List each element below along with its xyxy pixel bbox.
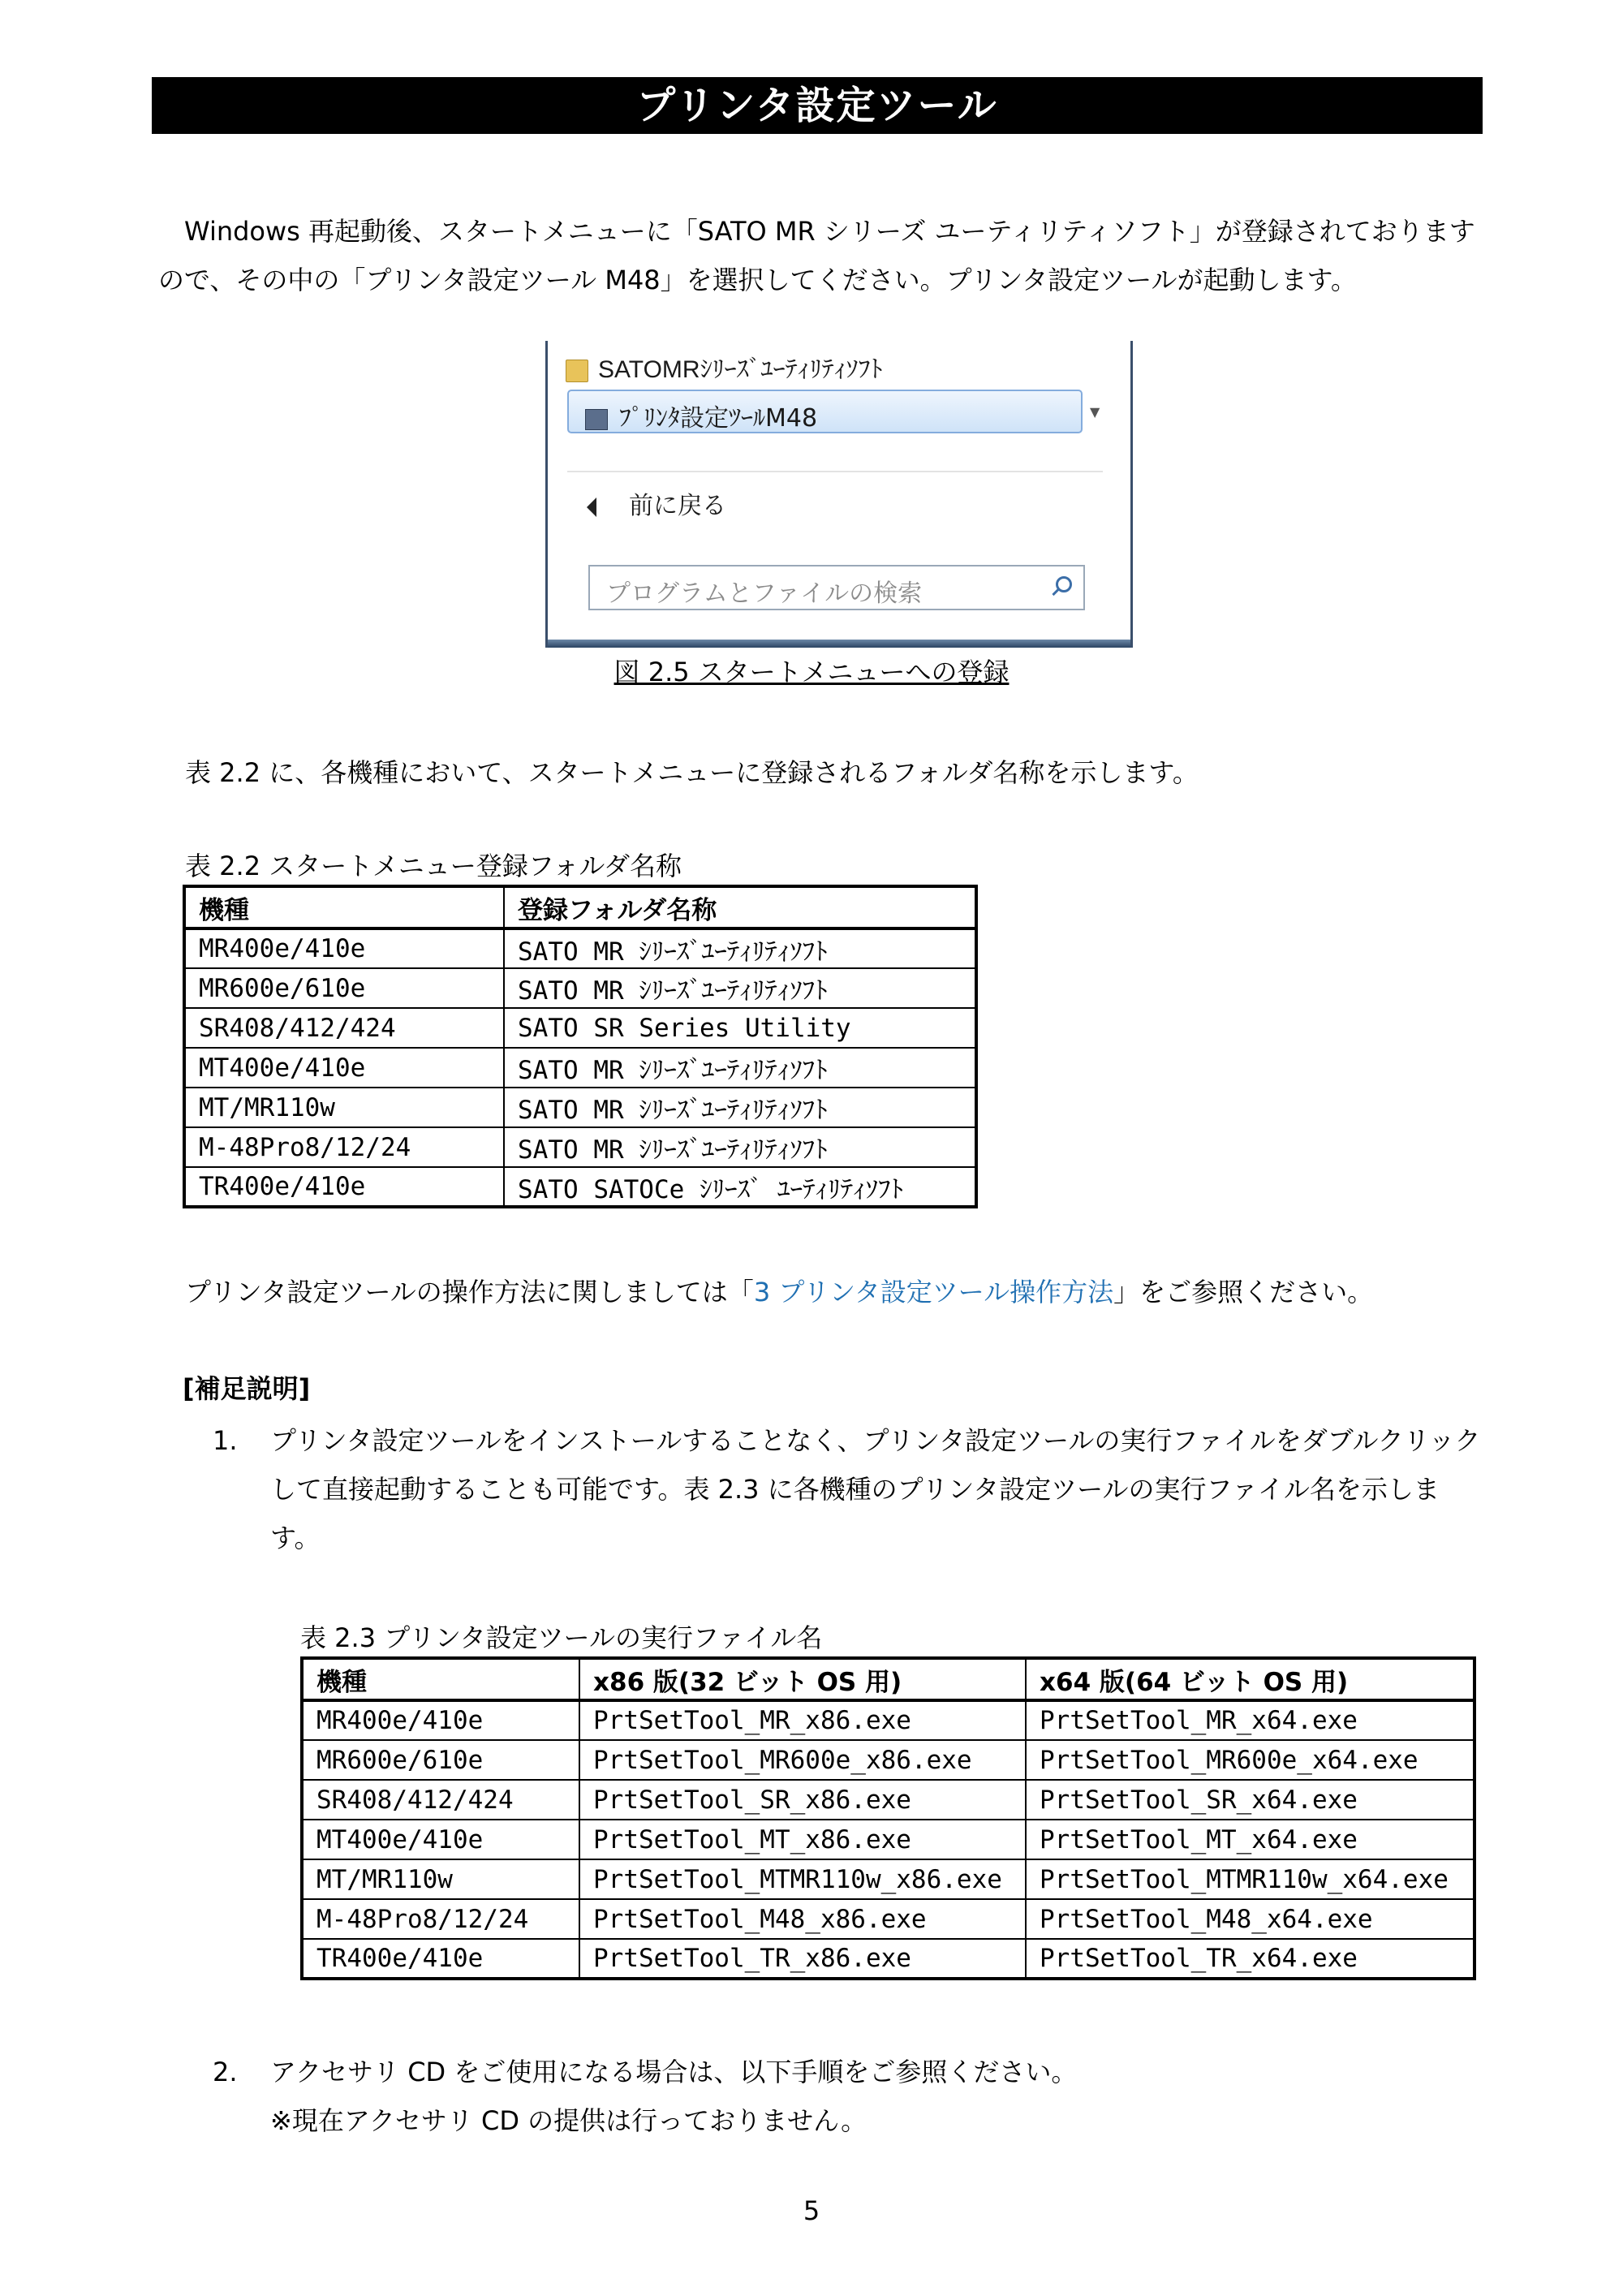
table-cell: PrtSetTool_SR_x86.exe [579,1780,1026,1820]
back-arrow-icon [587,498,596,517]
table-cell: MT400e/410e [184,1048,504,1088]
intro-paragraph: Windows 再起動後、スタートメニューに「SATO MR シリーズ ユーティリティソフト」が登録されておりますので、その中の「プリンタ設定ツール M48」を選択してください。プリンタ設定ツールが起動します。 [158,216,1475,295]
page-title: プリンタ設定ツール [152,77,1483,134]
table-cell: PrtSetTool_MR600e_x64.exe [1026,1740,1474,1780]
table-cell: PrtSetTool_MR_x64.exe [1026,1700,1474,1740]
page-number: 5 [803,2195,820,2226]
table-cell: SR408/412/424 [302,1780,579,1820]
search-placeholder: プログラムとファイルの検索 [606,579,923,608]
start-menu-screenshot [545,341,1133,648]
table-cell: PrtSetTool_MTMR110w_x64.exe [1026,1859,1474,1899]
table-row [184,968,976,1008]
table-cell: PrtSetTool_TR_x86.exe [579,1939,1026,1979]
table-cell: PrtSetTool_M48_x86.exe [579,1899,1026,1939]
table-row [184,1048,976,1088]
table-row [302,1899,1474,1939]
executable-table [300,1656,1476,1980]
table-cell: TR400e/410e [302,1939,579,1979]
item2-line2: ※現在アクセサリ CD の提供は行っておりません。 [270,2105,867,2136]
table-cell: PrtSetTool_SR_x64.exe [1026,1780,1474,1820]
supplement-heading: [補足説明] [183,1373,311,1404]
back-label: 前に戻る [629,492,726,520]
table-cell: MR400e/410e [302,1700,579,1740]
table-cell: MT/MR110w [302,1859,579,1899]
item2-number: 2. [213,2057,238,2087]
scroll-down-arrow-icon[interactable]: ▼ [1090,404,1100,420]
table-cell: SATO MR ｼﾘｰｽﾞﾕｰﾃｨﾘﾃｨｿﾌﾄ [504,928,976,968]
table-cell: SATO SATOCe ｼﾘｰｽﾞ ﾕｰﾃｨﾘﾃｨｿﾌﾄ [504,1167,976,1207]
table-cell: SATO MR ｼﾘｰｽﾞﾕｰﾃｨﾘﾃｨｿﾌﾄ [504,1127,976,1167]
table-row [184,1088,976,1127]
table-cell: PrtSetTool_M48_x64.exe [1026,1899,1474,1939]
column-header: x64 版(64 ビット OS 用) [1026,1658,1474,1700]
table22-intro: 表 2.2 に、各機種において、スタートメニューに登録されるフォルダ名称を示します。 [185,757,1199,788]
table-row [302,1859,1474,1899]
table-cell: PrtSetTool_MR_x86.exe [579,1700,1026,1740]
start-menu-folder[interactable] [566,349,883,385]
table-row [302,1780,1474,1820]
table-row [302,1939,1474,1979]
reference-paragraph: プリンタ設定ツールの操作方法に関しましては「3 プリンタ設定ツール操作方法」をご参照ください。 [185,1277,1374,1307]
table-row [184,1127,976,1167]
printer-app-icon [585,409,608,430]
folder-name-table [183,885,978,1208]
selected-item-label: ﾌﾟﾘﾝﾀ設定ﾂｰﾙM48 [619,404,818,433]
column-header: x86 版(32 ビット OS 用) [579,1658,1026,1700]
table-cell: MR600e/610e [184,968,504,1008]
search-input[interactable] [588,565,1085,610]
item1-number: 1. [213,1425,238,1456]
table-cell: SATO MR ｼﾘｰｽﾞﾕｰﾃｨﾘﾃｨｿﾌﾄ [504,1088,976,1127]
table-row [302,1820,1474,1859]
table22-caption: 表 2.2 スタートメニュー登録フォルダ名称 [185,851,682,881]
table-cell: MT/MR110w [184,1088,504,1127]
table-cell: MR600e/610e [302,1740,579,1780]
menu-divider [567,471,1103,472]
item2-line1: アクセサリ CD をご使用になる場合は、以下手順をご参照ください。 [270,2057,1078,2087]
table-header-row [302,1658,1474,1700]
table-cell: SATO MR ｼﾘｰｽﾞﾕｰﾃｨﾘﾃｨｿﾌﾄ [504,1048,976,1088]
column-header: 機種 [184,886,504,928]
table-row [184,1167,976,1207]
table-cell: MR400e/410e [184,928,504,968]
table-cell: SATO SR Series Utility [504,1008,976,1048]
table-cell: M-48Pro8/12/24 [184,1127,504,1167]
column-header: 機種 [302,1658,579,1700]
table-row [184,928,976,968]
table-cell: SR408/412/424 [184,1008,504,1048]
table-cell: PrtSetTool_MR600e_x86.exe [579,1740,1026,1780]
table-cell: PrtSetTool_TR_x64.exe [1026,1939,1474,1979]
table-cell: PrtSetTool_MT_x86.exe [579,1820,1026,1859]
item1-text: プリンタ設定ツールをインストールすることなく、プリンタ設定ツールの実行ファイルをダブルクリックして直接起動することも可能です。表 2.3 に各機種のプリンタ設定ツールの実行ファイル名を示します。 [270,1425,1481,1553]
taskbar-edge [548,640,1130,648]
start-menu-selected-item[interactable] [567,390,1083,433]
table-header-row [184,886,976,928]
table-row [302,1700,1474,1740]
back-button[interactable] [587,485,726,521]
table-cell: TR400e/410e [184,1167,504,1207]
table-cell: PrtSetTool_MTMR110w_x86.exe [579,1859,1026,1899]
folder-label: SATOMRｼﾘｰｽﾞﾕｰﾃｨﾘﾃｨｿﾌﾄ [598,356,883,383]
folder-icon [566,360,588,382]
table-cell: PrtSetTool_MT_x64.exe [1026,1820,1474,1859]
table-cell: SATO MR ｼﾘｰｽﾞﾕｰﾃｨﾘﾃｨｿﾌﾄ [504,968,976,1008]
table-row [184,1008,976,1048]
table-cell: MT400e/410e [302,1820,579,1859]
figure-caption: 図 2.5 スタートメニューへの登録 [613,657,1010,687]
search-icon[interactable] [1056,576,1072,592]
table23-caption: 表 2.3 プリンタ設定ツールの実行ファイル名 [300,1622,823,1653]
table-row [302,1740,1474,1780]
column-header: 登録フォルダ名称 [504,886,976,928]
table-cell: M-48Pro8/12/24 [302,1899,579,1939]
operation-guide-link[interactable]: 3 プリンタ設定ツール操作方法 [753,1277,1114,1307]
